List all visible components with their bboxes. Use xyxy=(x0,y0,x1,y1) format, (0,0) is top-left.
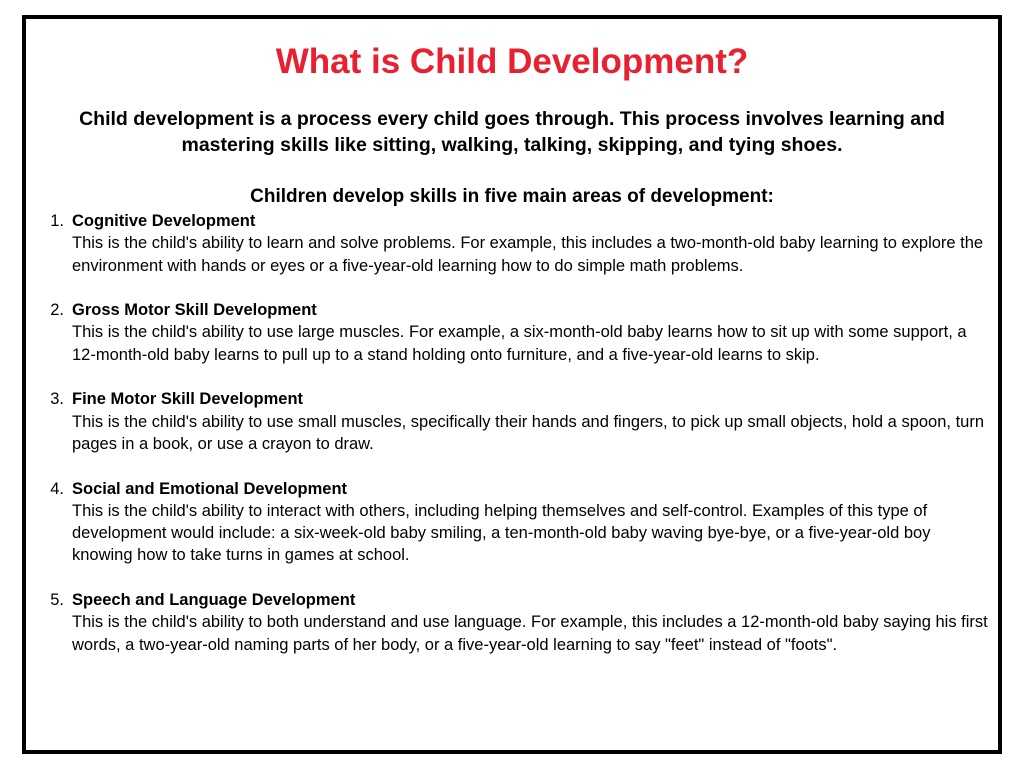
list-item-title: Gross Motor Skill Development xyxy=(72,301,317,320)
areas-heading: Children develop skills in five main areas of development: xyxy=(250,186,774,207)
list-item-description: This is the child's ability to learn and solve problems. For example, this includes a two-month-old baby learning to explore the environment with hands or eyes or a five-year-old learning how to do simple math problems. xyxy=(72,234,984,275)
list-item-number: 4. xyxy=(50,479,64,498)
list-item xyxy=(44,478,988,567)
list-item-description: This is the child's ability to interact with others, including helping themselves and self-control. Examples of this type of development would include: a six-week-old baby smiling, a ten-month-old baby waving bye-bye, or a five-year-old boy knowing how to take turns in games at school. xyxy=(72,501,931,565)
list-item-number: 1. xyxy=(50,212,64,230)
list-item-title: Cognitive Development xyxy=(72,212,256,230)
list-item-title: Fine Motor Skill Development xyxy=(72,390,304,409)
page-title: What is Child Development? xyxy=(275,42,749,81)
list-item-title: Speech and Language Development xyxy=(72,591,356,610)
list-item-description: This is the child's ability to use large muscles. For example, a six-month-old baby learns how to sit up with some support, a 12-month-old baby learns to pull up to a stand holding onto furniture, and a five-year-old learns to skip. xyxy=(72,323,967,364)
list-item-description: This is the child's ability to use small muscles, specifically their hands and fingers, to pick up small objects, hold a spoon, turn pages in a book, or use a crayon to draw. xyxy=(72,412,984,453)
list-item xyxy=(44,589,988,656)
page-frame xyxy=(22,15,1002,754)
list-item xyxy=(44,388,988,455)
list-item-number: 3. xyxy=(50,390,64,409)
list-item xyxy=(44,299,988,366)
list-item-title: Social and Emotional Development xyxy=(72,479,348,498)
list-item-description: This is the child's ability to both understand and use language. For example, this includes a 12-month-old baby saying his first words, a two-year-old naming parts of her body, or a five-year-old learning to say "feet" instead of "foots". xyxy=(72,613,988,654)
list-item-number: 5. xyxy=(50,591,64,610)
development-areas-list xyxy=(44,210,988,678)
list-item-number: 2. xyxy=(50,301,64,320)
list-item xyxy=(44,210,988,277)
intro-paragraph: Child development is a process every child goes through. This process involves learning and mastering skills like sitting, walking, talking, skipping, and tying shoes. xyxy=(79,108,945,156)
